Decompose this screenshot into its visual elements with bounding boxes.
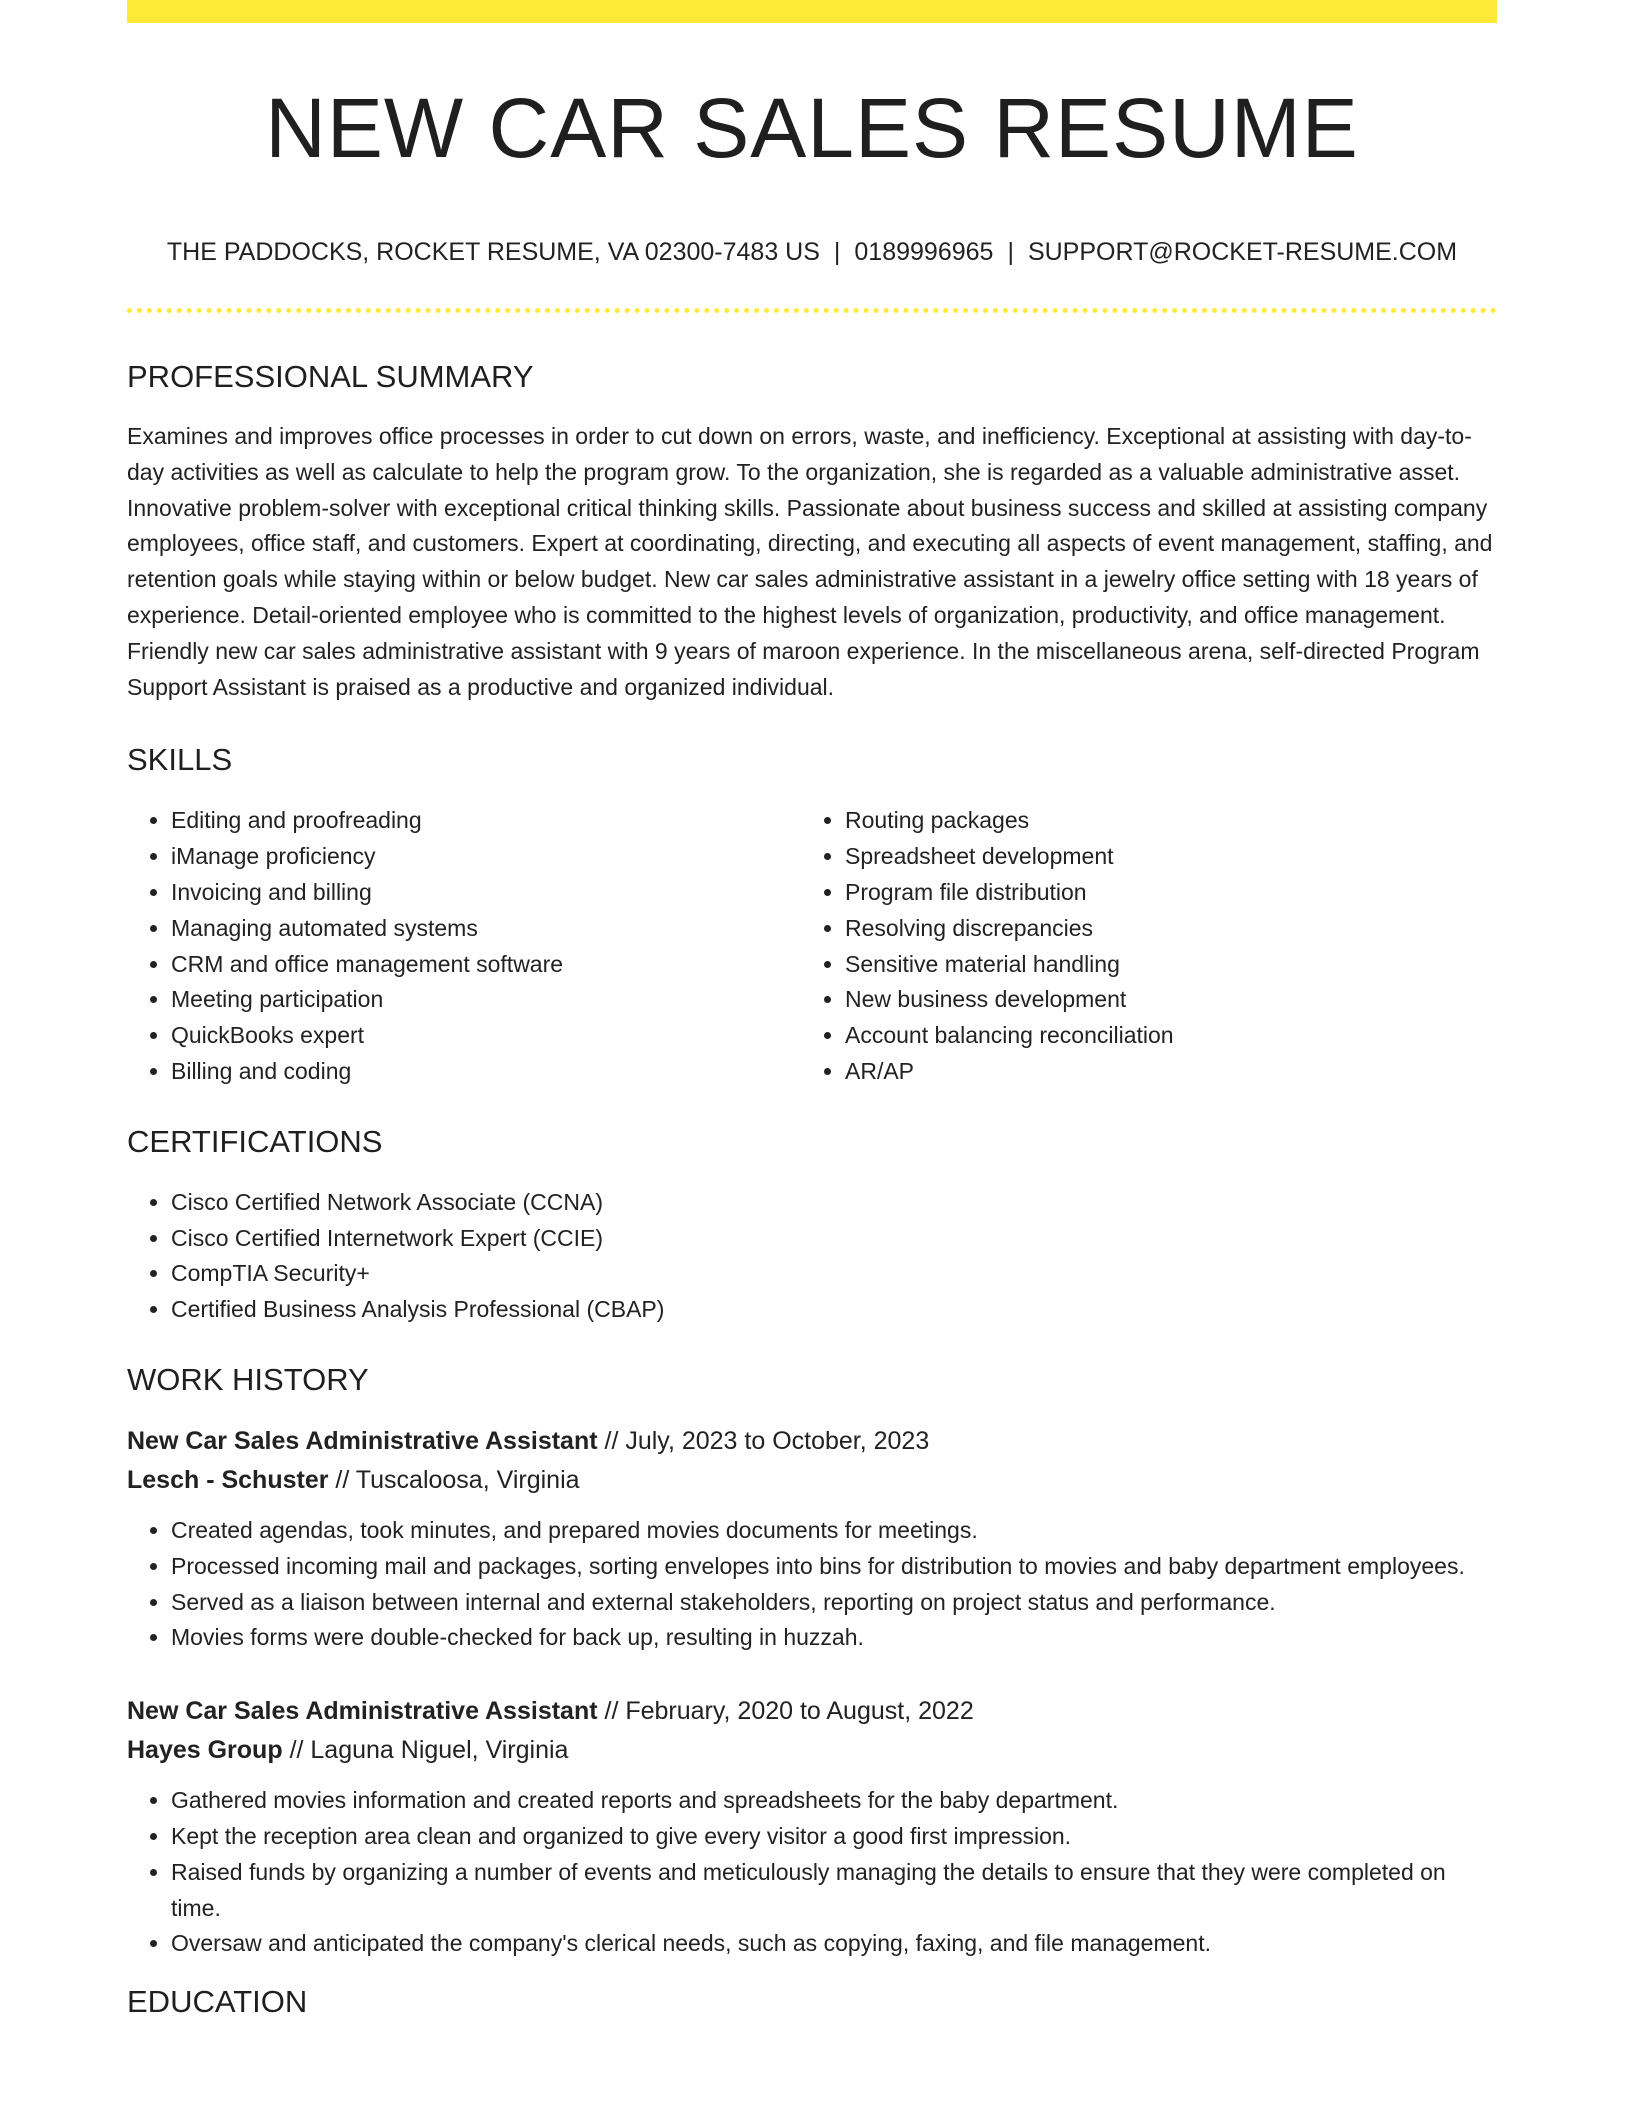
certification-item: • Cisco Certified Internetwork Expert (CCIE) xyxy=(171,1221,1497,1257)
skills-columns xyxy=(127,803,1497,1089)
certification-item: • CompTIA Security+ xyxy=(171,1256,1497,1292)
job-bullet: • Created agendas, took minutes, and prepared movies documents for meetings. xyxy=(171,1513,1497,1549)
skills-list-right xyxy=(801,803,1475,1089)
education-heading: EDUCATION xyxy=(127,1984,308,2020)
skills-column-left xyxy=(127,803,801,1089)
resume-page xyxy=(127,0,1497,2020)
job-company: Hayes Group xyxy=(127,1736,283,1765)
skill-item: • Sensitive material handling xyxy=(845,947,1475,983)
job-dates: // February, 2020 to August, 2022 xyxy=(604,1697,974,1726)
skill-item: • CRM and office management software xyxy=(171,947,801,983)
job-entry xyxy=(127,1692,1497,1962)
skills-heading: SKILLS xyxy=(127,742,233,778)
contact-line xyxy=(127,240,1497,265)
job-bullets xyxy=(127,1783,1497,1962)
job-bullet: • Raised funds by organizing a number of events and meticulously managing the details to ensure that they were completed on time. xyxy=(171,1855,1497,1927)
job-location: // Tuscaloosa, Virginia xyxy=(335,1465,580,1494)
contact-separator: | xyxy=(1007,238,1014,266)
job-bullet: • Processed incoming mail and packages, sorting envelopes into bins for distribution to movies and baby department employees. xyxy=(171,1549,1497,1585)
job-entry xyxy=(127,1422,1497,1656)
job-bullets xyxy=(127,1513,1497,1656)
job-company-line xyxy=(127,1731,1497,1770)
certification-item: • Cisco Certified Network Associate (CCNA) xyxy=(171,1185,1497,1221)
certifications-heading: CERTIFICATIONS xyxy=(127,1123,383,1159)
job-location: // Laguna Niguel, Virginia xyxy=(289,1736,569,1765)
certification-item: • Certified Business Analysis Professional (CBAP) xyxy=(171,1292,1497,1328)
skill-item: • QuickBooks expert xyxy=(171,1018,801,1054)
skill-item: • Billing and coding xyxy=(171,1054,801,1090)
certifications-list xyxy=(127,1185,1497,1328)
skill-item: • Invoicing and billing xyxy=(171,875,801,911)
summary-text: Examines and improves office processes in order to cut down on errors, waste, and inefficiency. Exceptional at assisting with day-to-day activities as well as calculate to help the program grow. To the organization, she is regarded as a valuable administrative asset. Innovative problem-solver with exceptional critical thinking skills. Passionate about business success and skilled at assisting company employees, office staff, and customers. Expert at coordinating, directing, and executing all aspects of event management, staffing, and retention goals while staying within or below budget. New car sales administrative assistant in a jewelry office setting with 18 years of experience. Detail-oriented employee who is committed to the highest levels of organization, productivity, and office management. Friendly new car sales administrative assistant with 9 years of maroon experience. In the miscellaneous arena, self-directed Program Support Assistant is praised as a productive and organized individual. xyxy=(127,423,1493,700)
contact-phone: 0189996965 xyxy=(854,238,994,266)
skills-column-right xyxy=(801,803,1475,1089)
job-title-line xyxy=(127,1422,1497,1461)
skill-item: • Account balancing reconciliation xyxy=(845,1018,1475,1054)
dotted-divider xyxy=(127,308,1497,313)
job-bullet: • Movies forms were double-checked for back up, resulting in huzzah. xyxy=(171,1620,1497,1656)
skill-item: • New business development xyxy=(845,982,1475,1018)
skill-item: • Editing and proofreading xyxy=(171,803,801,839)
skill-item: • Resolving discrepancies xyxy=(845,911,1475,947)
accent-top-bar xyxy=(127,0,1497,23)
job-bullet: • Oversaw and anticipated the company's clerical needs, such as copying, faxing, and file management. xyxy=(171,1926,1497,1962)
skill-item: • Routing packages xyxy=(845,803,1475,839)
skill-item: • Managing automated systems xyxy=(171,911,801,947)
contact-address: THE PADDOCKS, ROCKET RESUME, VA 02300-7483 US xyxy=(166,238,820,266)
job-bullet: • Served as a liaison between internal and external stakeholders, reporting on project status and performance. xyxy=(171,1585,1497,1621)
work-history-heading: WORK HISTORY xyxy=(127,1361,369,1397)
summary-heading: PROFESSIONAL SUMMARY xyxy=(127,359,534,394)
skill-item: • Meeting participation xyxy=(171,982,801,1018)
skill-item: • Program file distribution xyxy=(845,875,1475,911)
job-title-line xyxy=(127,1692,1497,1731)
job-title: New Car Sales Administrative Assistant xyxy=(127,1426,598,1455)
skill-item: • iManage proficiency xyxy=(171,839,801,875)
resume-title: NEW CAR SALES RESUME xyxy=(265,81,1359,175)
contact-separator: | xyxy=(833,238,841,266)
job-company-line xyxy=(127,1461,1497,1500)
skills-list-left xyxy=(127,803,801,1089)
job-bullet: • Kept the reception area clean and organized to give every visitor a good first impression. xyxy=(171,1819,1497,1855)
job-bullet: • Gathered movies information and created reports and spreadsheets for the baby department. xyxy=(171,1783,1497,1819)
job-dates: // July, 2023 to October, 2023 xyxy=(604,1426,930,1455)
skill-item: • Spreadsheet development xyxy=(845,839,1475,875)
job-company: Lesch - Schuster xyxy=(127,1465,329,1494)
job-title: New Car Sales Administrative Assistant xyxy=(127,1697,598,1726)
skill-item: • AR/AP xyxy=(845,1054,1475,1090)
contact-email: SUPPORT@ROCKET-RESUME.COM xyxy=(1027,238,1458,266)
